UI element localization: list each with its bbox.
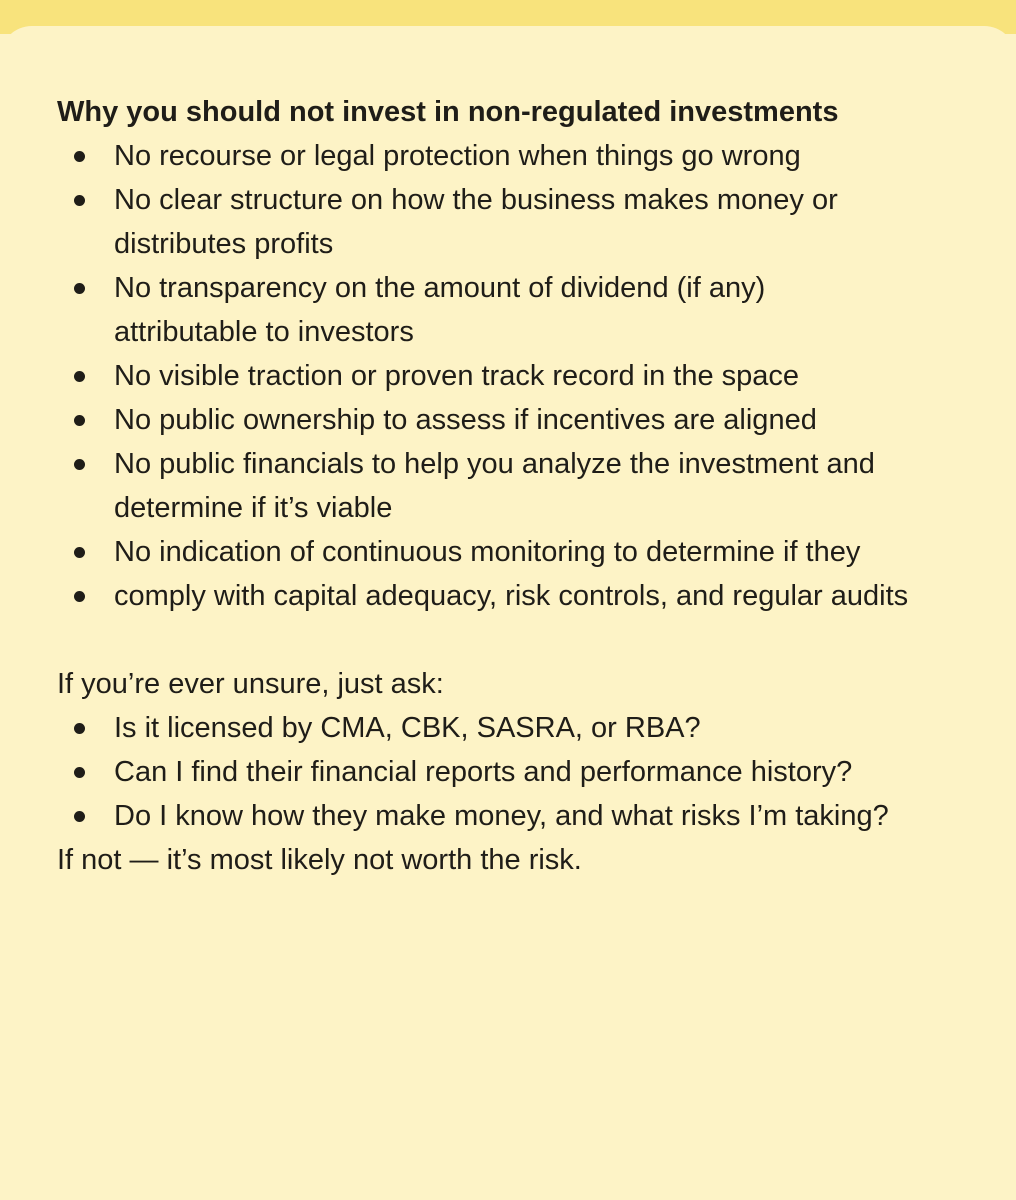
bullet-icon: [74, 415, 85, 426]
list-item: [57, 178, 914, 266]
list-item-text: No public ownership to assess if incentives are aligned: [114, 404, 817, 436]
list-item: [57, 442, 914, 530]
note-content: [57, 90, 987, 882]
bullet-icon: [74, 723, 85, 734]
bullet-icon: [74, 371, 85, 382]
list-item-text: comply with capital adequacy, risk controls, and regular audits: [114, 580, 909, 612]
list-item-text: No visible traction or proven track record in the space: [114, 360, 800, 392]
questions-list: [57, 706, 987, 838]
list-item-text: Do I know how they make money, and what risks I’m taking?: [114, 800, 889, 832]
bullet-icon: [74, 547, 85, 558]
bullet-icon: [74, 151, 85, 162]
list-item: [57, 266, 914, 354]
ask-intro: If you’re ever unsure, just ask:: [57, 668, 444, 700]
list-item-text: No indication of continuous monitoring to determine if they: [114, 536, 861, 568]
list-item-text: Can I find their financial reports and performance history?: [114, 756, 853, 788]
bullet-icon: [74, 591, 85, 602]
bullet-icon: [74, 283, 85, 294]
list-item: [57, 354, 914, 398]
bullet-icon: [74, 767, 85, 778]
note-body[interactable]: [0, 26, 1016, 1200]
list-item-text: No recourse or legal protection when things go wrong: [114, 140, 801, 172]
list-item: [57, 530, 914, 574]
list-item: [57, 398, 914, 442]
list-item: [57, 750, 914, 794]
bullet-icon: [74, 459, 85, 470]
note-heading: Why you should not invest in non-regulated investments: [57, 96, 839, 128]
list-item-text: No clear structure on how the business makes money or distributes profits: [114, 184, 838, 260]
list-item: [57, 794, 914, 838]
bullet-icon: [74, 811, 85, 822]
list-item-text: Is it licensed by CMA, CBK, SASRA, or RBA?: [114, 712, 701, 744]
list-item: [57, 706, 914, 750]
blank-line: [57, 618, 987, 662]
closing-line: If not — it’s most likely not worth the risk.: [57, 844, 582, 876]
bullet-icon: [74, 195, 85, 206]
list-item: [57, 574, 914, 618]
list-item: [57, 134, 914, 178]
reasons-list: [57, 134, 987, 618]
list-item-text: No transparency on the amount of dividend (if any) attributable to investors: [114, 272, 766, 348]
list-item-text: No public financials to help you analyze the investment and determine if it’s viable: [114, 448, 875, 524]
